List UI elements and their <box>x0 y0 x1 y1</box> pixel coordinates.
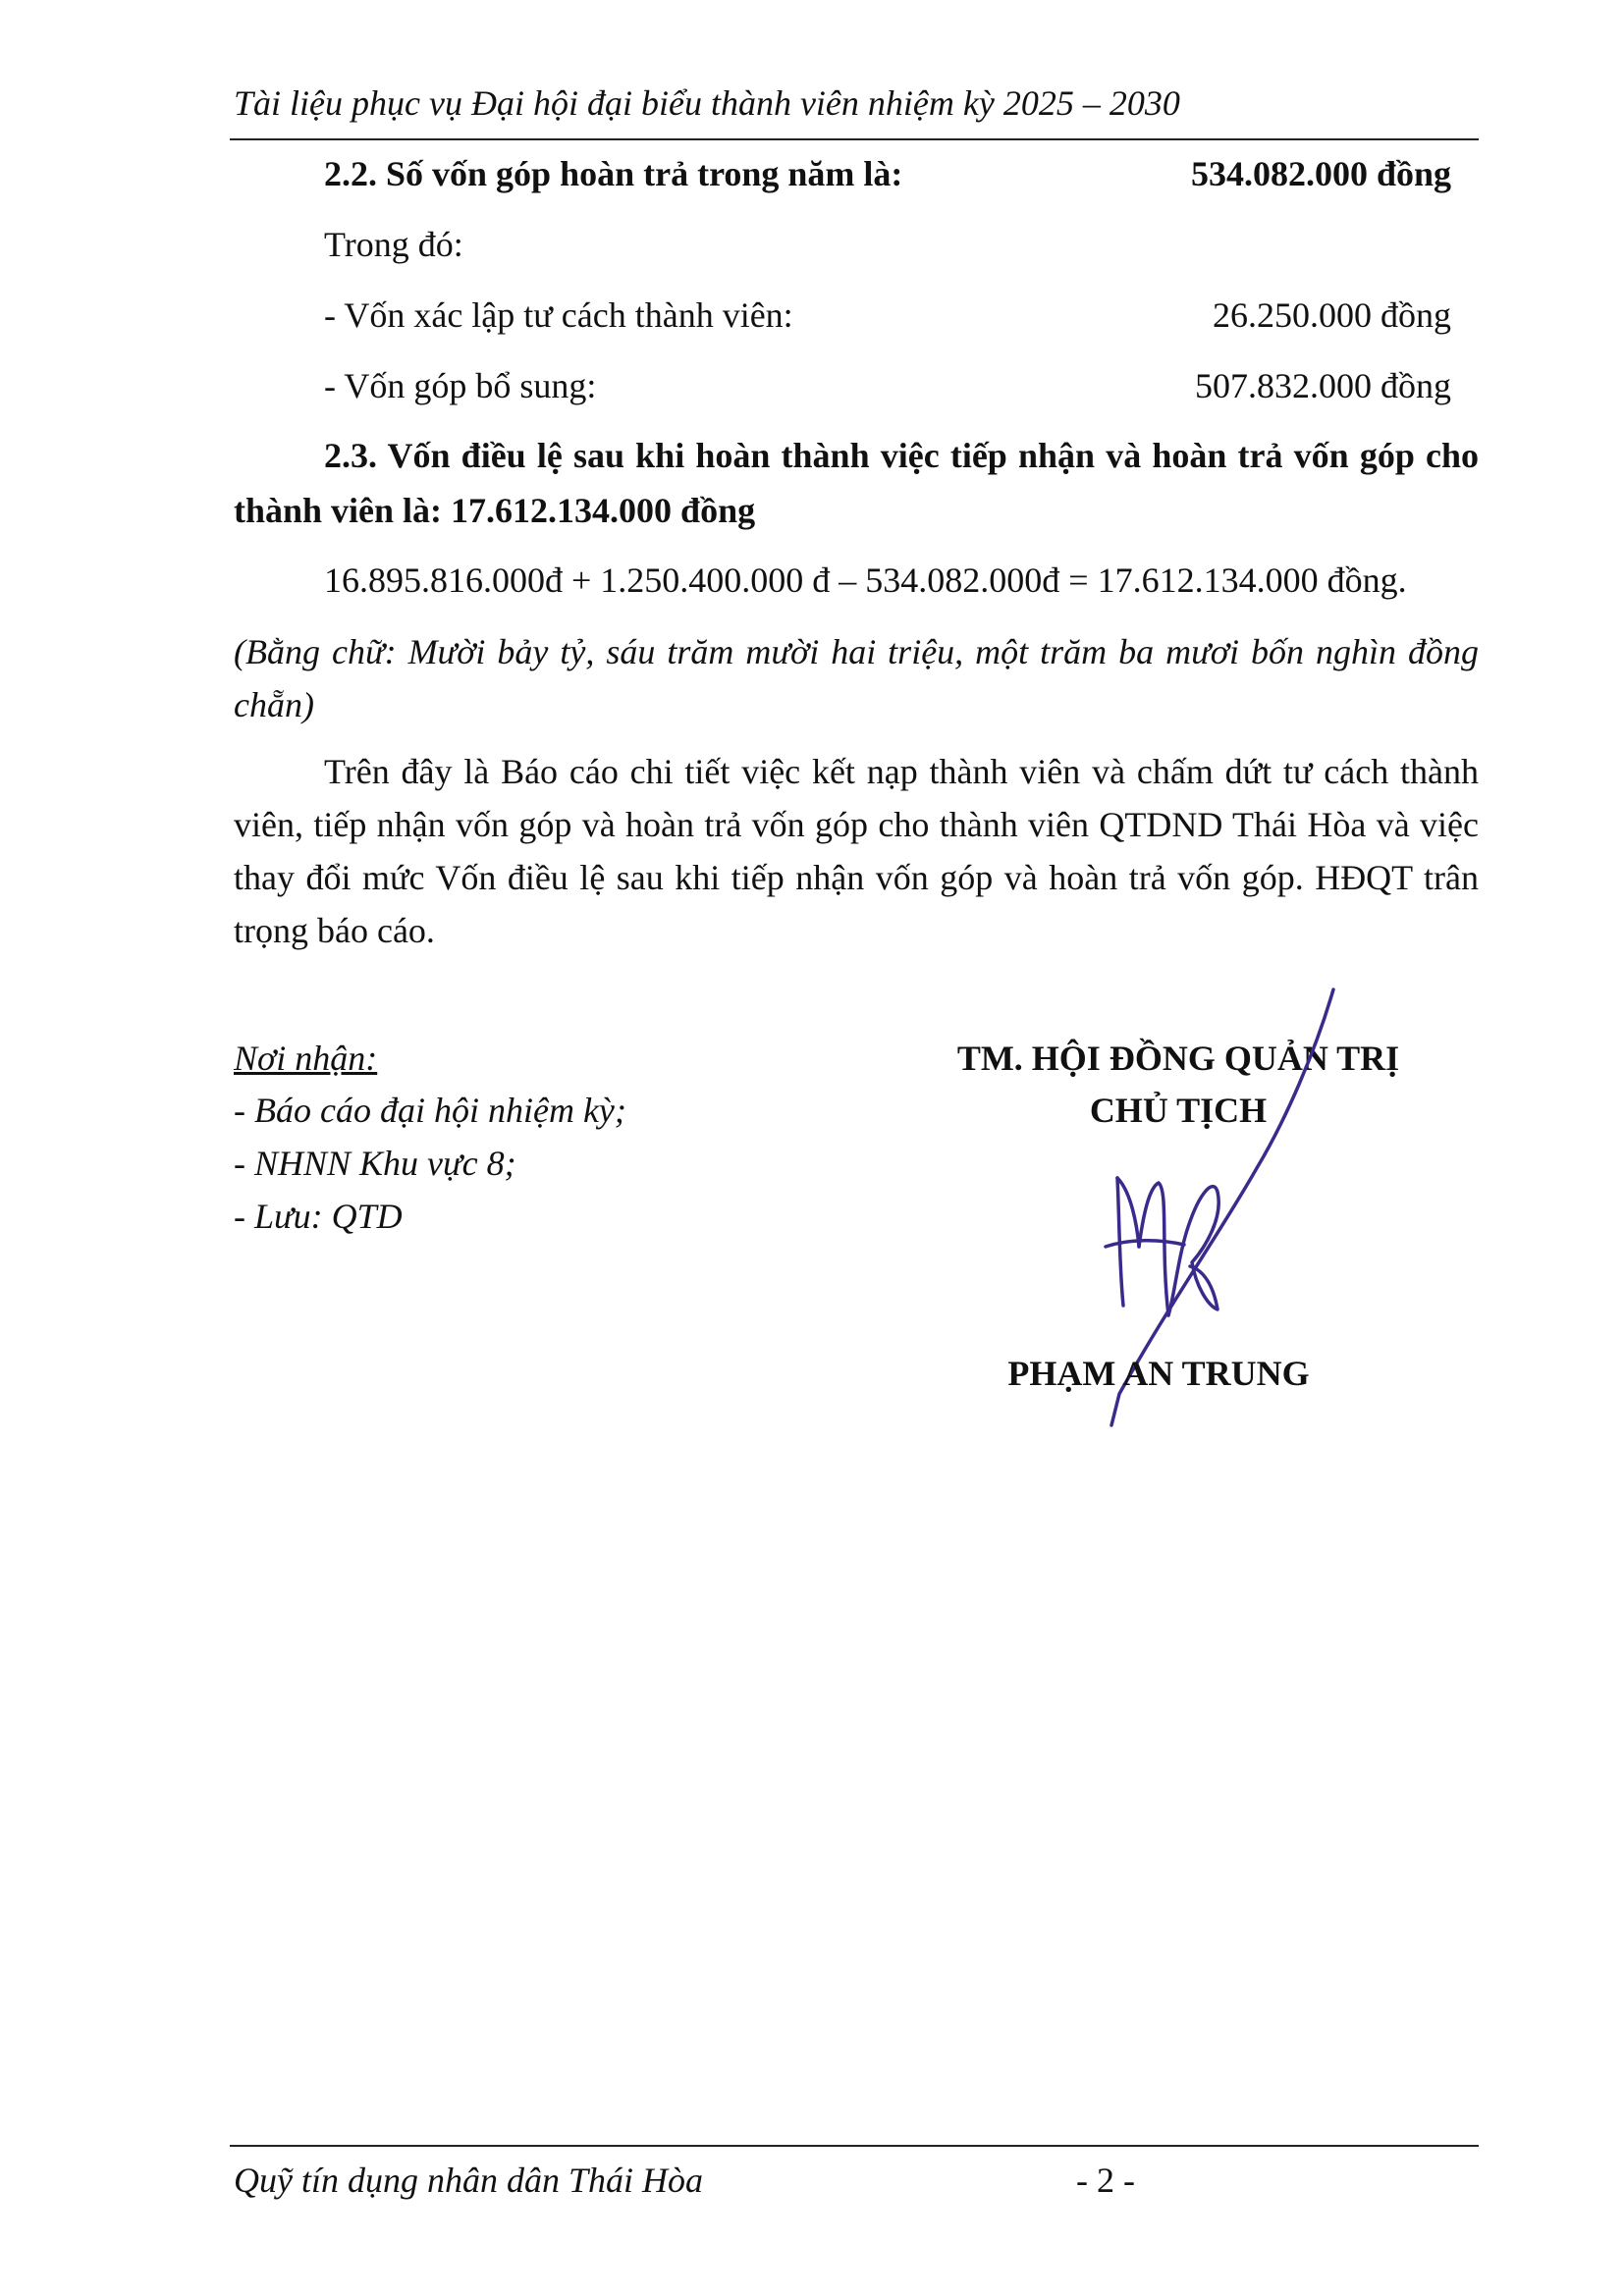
section-2-2-amount: 534.082.000 đồng <box>1190 154 1451 193</box>
recipient-item: - Lưu: QTD <box>234 1197 403 1236</box>
footer-organization: Quỹ tín dụng nhân dân Thái Hòa <box>234 2161 704 2200</box>
recipient-item: - NHNN Khu vực 8; <box>234 1144 516 1183</box>
section-2-2-label: 2.2. Số vốn góp hoàn trả trong năm là: <box>324 154 903 193</box>
section-2-2-intro: Trong đó: <box>324 225 463 264</box>
item-label: - Vốn xác lập tư cách thành viên: <box>324 295 793 335</box>
section-2-3-heading: 2.3. Vốn điều lệ sau khi hoàn thành việc tiếp nhận và hoàn trả vốn góp cho thành viên là: 17.612.134.000 đồng <box>234 436 1479 530</box>
conclusion-paragraph: Trên đây là Báo cáo chi tiết việc kết nạp thành viên và chấm dứt tư cách thành viên, tiếp nhận vốn góp và hoàn trả vốn góp cho thành viên QTDND Thái Hòa và việc thay đổi mức Vốn điều lệ sau khi tiếp nhận vốn góp và hoàn trả vốn góp. HĐQT trân trọng báo cáo. <box>234 752 1479 950</box>
page-number: - 2 - <box>1076 2161 1135 2200</box>
item-amount: 507.832.000 đồng <box>1195 366 1451 405</box>
amount-in-words: (Bằng chữ: Mười bảy tỷ, sáu trăm mười hai triệu, một trăm ba mươi bốn nghìn đồng chẵn) <box>234 632 1479 724</box>
item-amount: 26.250.000 đồng <box>1213 295 1451 335</box>
footer-rule <box>230 2145 1479 2147</box>
signature-title: TM. HỘI ĐỒNG QUẢN TRỊ <box>956 1039 1400 1078</box>
signatory-name: PHẠM AN TRUNG <box>1007 1354 1310 1393</box>
signature-role: CHỦ TỊCH <box>1089 1091 1268 1130</box>
formula: 16.895.816.000đ + 1.250.400.000 đ – 534.082.000đ = 17.612.134.000 đồng. <box>324 561 1407 600</box>
header-rule <box>230 138 1479 140</box>
recipient-item: - Báo cáo đại hội nhiệm kỳ; <box>234 1091 626 1130</box>
recipients-title: Nơi nhận: <box>234 1039 378 1078</box>
running-header: Tài liệu phục vụ Đại hội đại biểu thành viên nhiệm kỳ 2025 – 2030 <box>234 83 1180 123</box>
item-label: - Vốn góp bổ sung: <box>324 366 597 405</box>
